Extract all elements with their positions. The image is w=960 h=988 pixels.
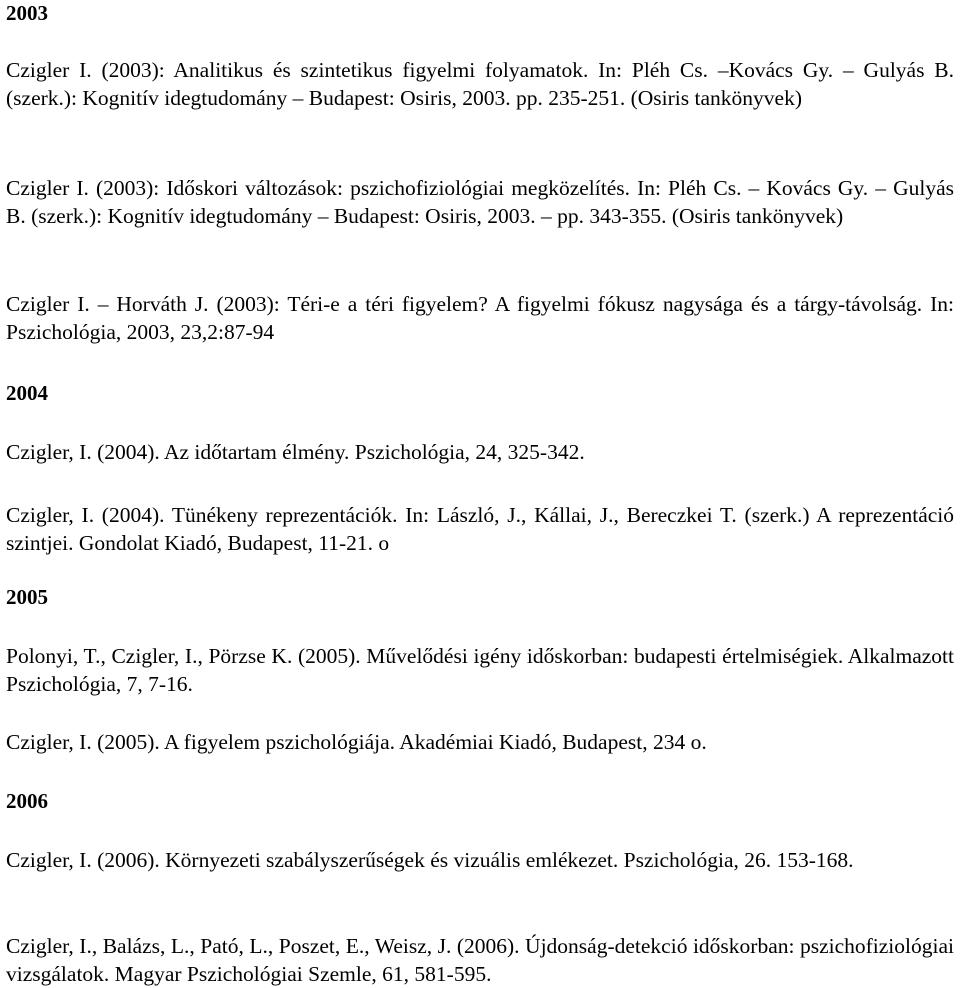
reference-entry: Czigler I. (2003): Analitikus és szintetikus figyelmi folyamatok. In: Pléh Cs. –Kovács Gy. – Gulyás B. (szerk.): Kognitív idegtudomány – Budapest: Osiris, 2003. pp. 235-251. (Osiris tankönyvek) xyxy=(6,58,954,110)
year-heading-2005: 2005 xyxy=(6,585,48,609)
reference-entry: Czigler I. – Horváth J. (2003): Téri-e a téri figyelem? A figyelmi fókusz nagysága és a tárgy-távolság. In: Pszichológia, 2003, 23,2:87-94 xyxy=(6,292,954,344)
reference-entry: Czigler, I. (2004). Az időtartam élmény. Pszichológia, 24, 325-342. xyxy=(6,440,585,464)
year-heading-2003: 2003 xyxy=(6,1,48,25)
reference-entry: Polonyi, T., Czigler, I., Pörzse K. (2005). Művelődési igény időskorban: budapesti értelmiségiek. Alkalmazott Pszichológia, 7, 7-16. xyxy=(6,644,954,696)
reference-entry: Czigler, I. (2004). Tünékeny reprezentációk. In: László, J., Kállai, J., Bereczkei T. (szerk.) A reprezentáció szintjei. Gondolat Kiadó, Budapest, 11-21. o xyxy=(6,503,954,555)
reference-entry: Czigler I. (2003): Időskori változások: pszichofiziológiai megközelítés. In: Pléh Cs. – Kovács Gy. – Gulyás B. (szerk.): Kognitív idegtudomány – Budapest: Osiris, 2003. – pp. 343-355. (Osiris tankönyvek) xyxy=(6,176,954,228)
year-heading-2006: 2006 xyxy=(6,789,48,813)
reference-entry: Czigler, I. (2005). A figyelem pszichológiája. Akadémiai Kiadó, Budapest, 234 o. xyxy=(6,730,707,754)
reference-entry: Czigler, I. (2006). Környezeti szabályszerűségek és vizuális emlékezet. Pszichológia, 26. 153-168. xyxy=(6,848,854,872)
year-heading-2004: 2004 xyxy=(6,381,48,405)
reference-entry: Czigler, I., Balázs, L., Pató, L., Poszet, E., Weisz, J. (2006). Újdonság-detekció időskorban: pszichofiziológiai vizsgálatok. Magyar Pszichológiai Szemle, 61, 581-595. xyxy=(6,934,954,986)
